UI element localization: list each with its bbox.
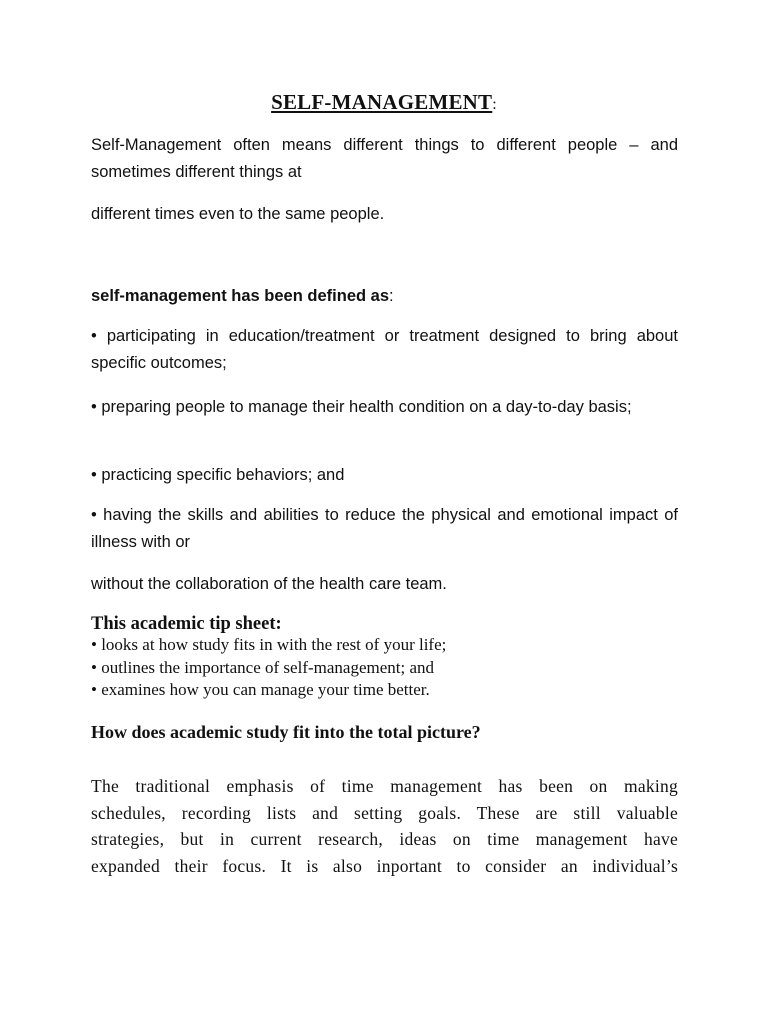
tip-sheet-list bbox=[91, 634, 678, 702]
intro-paragraph: Self-Management often means different things to different people – and sometimes different things at bbox=[91, 136, 678, 181]
section-question-heading: How does academic study fit into the total picture? bbox=[91, 722, 481, 742]
definition-heading bbox=[91, 283, 678, 310]
intro-paragraph-continuation: different times even to the same people. bbox=[91, 205, 385, 223]
body-paragraph-line: strategies, but in current research, ideas on time management have bbox=[91, 829, 678, 849]
definition-heading-colon: : bbox=[389, 287, 394, 305]
definition-item: • practicing specific behaviors; and bbox=[91, 466, 345, 484]
definition-item: • participating in education/treatment or treatment designed to bring about specific outcomes; bbox=[91, 327, 678, 372]
tip-sheet-item: • looks at how study fits in with the rest of your life; bbox=[91, 635, 447, 654]
body-paragraph-line: schedules, recording lists and setting goals. These are still valuable bbox=[91, 802, 678, 823]
tip-sheet-item: • examines how you can manage your time better. bbox=[91, 680, 430, 699]
definition-continuation: without the collaboration of the health care team. bbox=[91, 575, 447, 593]
tip-sheet-item: • outlines the importance of self-management; and bbox=[91, 657, 435, 677]
definition-item: • preparing people to manage their health condition on a day-to-day basis; bbox=[91, 398, 632, 416]
definition-heading-text: self-management has been defined as bbox=[91, 287, 390, 305]
page-title bbox=[0, 90, 768, 115]
page-title-text: SELF-MANAGEMENT bbox=[271, 90, 493, 114]
tip-sheet-heading: This academic tip sheet: bbox=[91, 614, 282, 634]
body-paragraph-line: The traditional emphasis of time management has been on making bbox=[91, 776, 678, 796]
body-paragraph bbox=[91, 773, 678, 879]
page-title-colon: : bbox=[492, 96, 497, 113]
definition-item: • having the skills and abilities to reduce the physical and emotional impact of illness with or bbox=[91, 506, 678, 551]
body-paragraph-line: expanded their focus. It is also inportant to consider an individual’s bbox=[91, 855, 678, 876]
